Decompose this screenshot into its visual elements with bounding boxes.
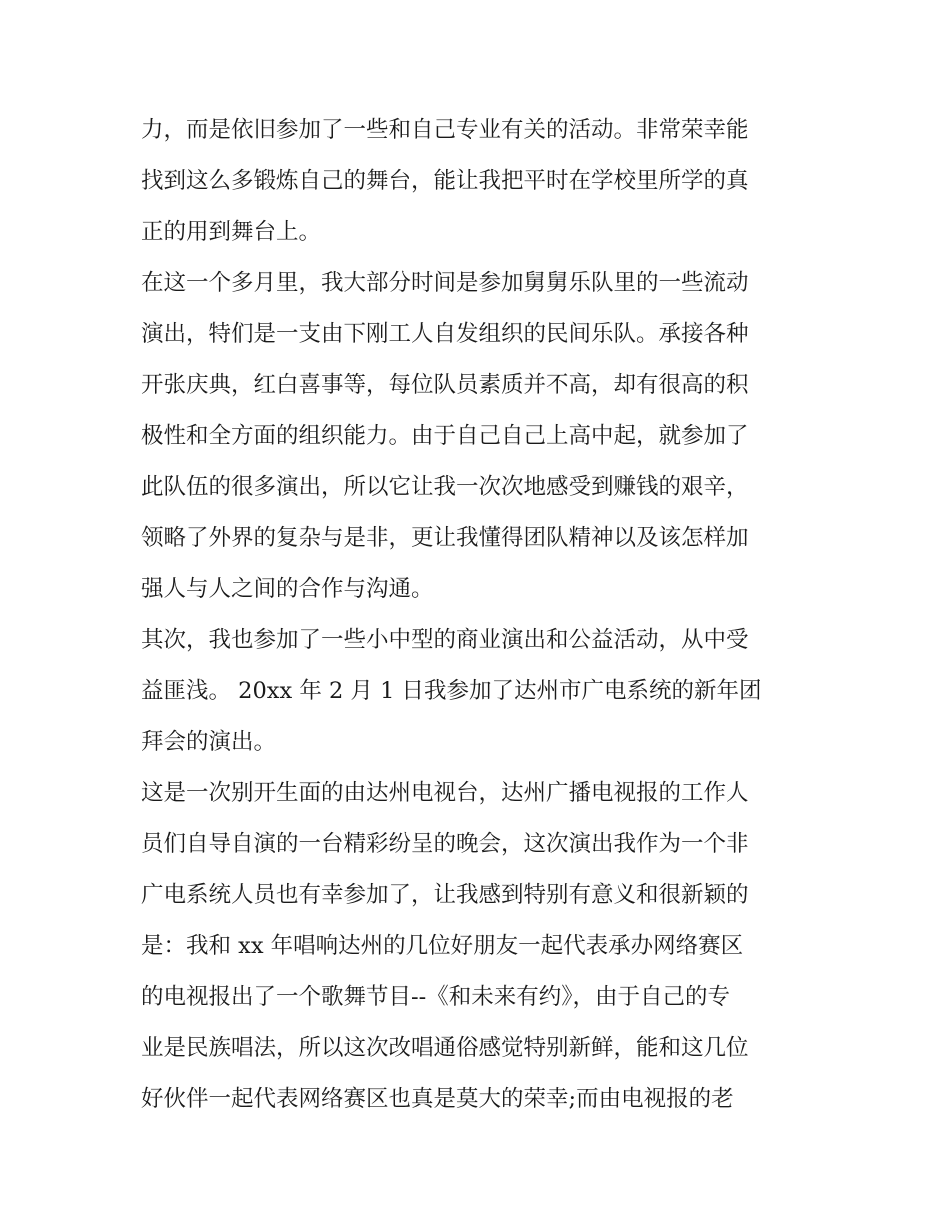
text-line: 开张庆典，红白喜事等，每位队员素质并不高，却有很高的积 (141, 372, 749, 398)
text-line: 演出，特们是一支由下刚工人自发组织的民间乐队。承接各种 (141, 321, 749, 347)
text-line: 是：我和 xx 年唱响达州的几位好朋友一起代表承办网络赛区 (141, 933, 744, 959)
text-line: 益匪浅。 20xx 年 2 月 1 日我参加了达州市广电系统的新年团 (141, 678, 762, 704)
text-line: 极性和全方面的组织能力。由于自己自己上高中起，就参加了 (141, 423, 749, 449)
text-line: 员们自导自演的一台精彩纷呈的晚会，这次演出我作为一个非 (141, 831, 749, 857)
text-line: 强人与人之间的合作与沟通。 (141, 576, 434, 602)
text-line: 好伙伴一起代表网络赛区也真是莫大的荣幸;而由电视报的老 (141, 1086, 734, 1112)
text-line: 在这一个多月里，我大部分时间是参加舅舅乐队里的一些流动 (141, 270, 749, 296)
text-line: 这是一次别开生面的由达州电视台，达州广播电视报的工作人 (141, 780, 749, 806)
text-line: 力，而是依旧参加了一些和自己专业有关的活动。非常荣幸能 (141, 117, 749, 143)
text-line: 的电视报出了一个歌舞节目--《和未来有约》，由于自己的专 (141, 984, 730, 1010)
text-line: 其次，我也参加了一些小中型的商业演出和公益活动，从中受 (141, 627, 749, 653)
paragraph-4 (141, 768, 821, 1125)
text-line: 找到这么多锻炼自己的舞台，能让我把平时在学校里所学的真 (141, 168, 749, 194)
paragraph-2 (141, 258, 821, 615)
text-line: 此队伍的很多演出，所以它让我一次次地感受到赚钱的艰辛， (141, 474, 749, 500)
text-line: 广电系统人员也有幸参加了，让我感到特别有意义和很新颖的 (141, 882, 749, 908)
text-line: 正的用到舞台上。 (141, 219, 322, 245)
paragraph-3 (141, 615, 821, 768)
text-line: 拜会的演出。 (141, 729, 277, 755)
text-line: 业是民族唱法，所以这次改唱通俗感觉特别新鲜，能和这几位 (141, 1035, 749, 1061)
paragraph-1 (141, 105, 821, 258)
document-body (141, 105, 821, 1125)
text-line: 领略了外界的复杂与是非，更让我懂得团队精神以及该怎样加 (141, 525, 749, 551)
